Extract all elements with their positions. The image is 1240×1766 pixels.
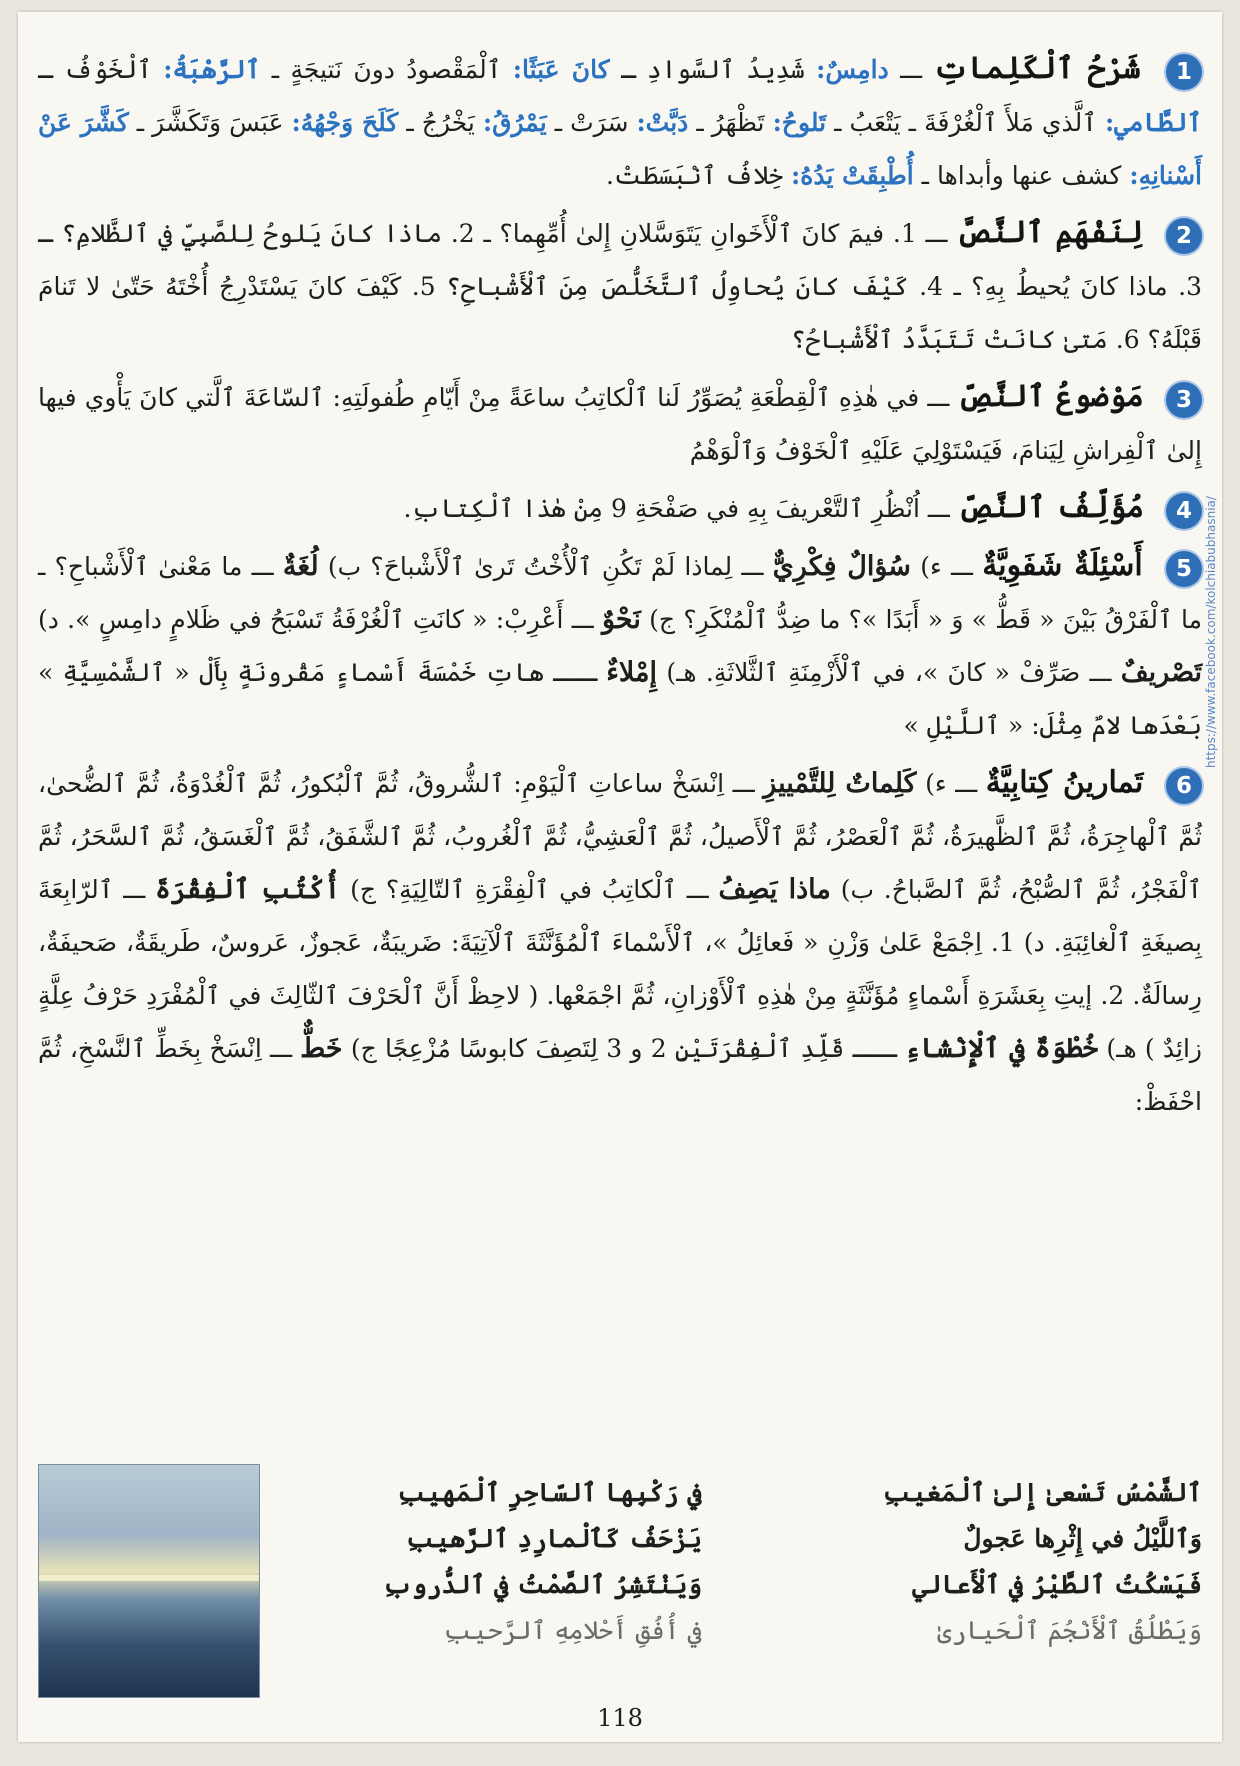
poem-hemistich-left: في أُفُقِ أَحْلامِهِ ٱلرَّحيبِ [443,1616,702,1645]
item-label: خَطٌّ [300,1033,343,1064]
glossary-entry: كَلَحَ وَجْهُهُ: عَبَسَ وَتَكَشَّرَ ـ [128,108,399,137]
section-number-2: 2 [1166,218,1202,254]
section-title: أَسْئِلَةٌ شَفَوِيَّةٌ [982,548,1143,583]
item-mark: هـ) [666,658,697,687]
item-text: هاتِ خَمْسَةَ أَسْماءٍ مَقْرونَةٍ بِأَلْ « ٱلشَّمْسِيَّةِ » بَعْدَها لامٌ مِثْلَ: « ٱللَّيْلِ » [38,658,1202,740]
glossary-entry: كَشَّرَ عَنْ أَسْنانِهِ: كشف عنها وأبداها ـ [38,108,1202,190]
poem-hemistich-left: وَيَنْتَشِرُ ٱلصَّمْتُ في ٱلدُّروبِ [382,1570,702,1599]
section-body: في هٰذِهِ ٱلْقِطْعَةِ يُصَوِّرُ لَنا ٱلْكاتِبُ ساعَةً مِنْ أَيّامِ طُفولَتِهِ: ٱلسّاعَةَ ٱلَّتي كانَ يَأْوي فيها إِلىٰ ٱلْفِراشِ لِيَنامَ، فَيَسْتَوْلِيَ عَلَيْهِ ٱلْخَوْفُ وَٱلْوَهْمُ [38,383,1202,465]
glossary-entry: دامِسٌ: شَدِيدُ ٱلسَّوادِ ـ [609,55,889,84]
list-item: ج) أُكْتُبِ ٱلْفِقْرَةَ ـــ ٱلرّابِعَةَ بِصيغَةِ ٱلْغائِبَةِ. [38,874,1202,957]
dash: ـــ [919,383,950,412]
glossary-definition: ٱلْخَوْفُ [64,55,152,84]
glossary-entry [606,161,914,190]
glossary-term: دامِسٌ: [816,55,889,84]
poem [242,1470,1202,1654]
dash: ـــ [916,219,948,248]
list-item: ج) خَطٌّ ـــ اِنْسَخْ بِخَطِّ ٱلنَّسْخِ، ثُمَّ احْفَظْ: [38,1033,1202,1116]
glossary-entry: يَتْعَبُ ـ [826,108,901,137]
item-mark: ء) [925,769,947,798]
glossary-entry: ٱلرَّهْبَةُ: ٱلْخَوْفُ ـ [38,55,261,84]
item-text: 1. اِجْمَعْ عَلىٰ وَزْنِ « فَعائِلُ »، ٱلْأَسْماءَ ٱلْمُؤَنَّثَةَ ٱلْآتِيَةَ: ضَريبَةٌ، عَجوزٌ، عَروسٌ، طَريقَةٌ، صَحيفَةٌ، رِسالَةٌ. 2. إيتِ بِعَشَرَةِ أَسْماءٍ مُؤَنَّثَةٍ مِنْ هٰذِهِ ٱلْأَوْزانِ، ثُمَّ اجْمَعْها. ( لاحِظْ أَنَّ ٱلْحَرْفَ ٱلثّالِثَ في ٱلْمُفْرَدِ حَرْفُ عِلَّةٍ زائِدٌ ) [38,928,1203,1063]
item-label: سُؤالٌ فِكْرِيٌّ [772,551,911,582]
item-mark: د) [1023,928,1045,957]
section-oral-questions [38,539,1202,752]
glossary-entry: ٱلطَّامي: ٱلَّذي مَلأَ ٱلْغُرْفَةَ ـ [900,108,1203,137]
glossary-term: كَلَحَ وَجْهُهُ: [291,108,399,137]
list-item: ج) نَحْوٌ ـــ أَعْرِبْ: « كانَتِ ٱلْغُرْفَةُ تَسْبَحُ في ظَلامٍ دامِسٍ ». [67,604,676,635]
section-title: مُؤَلِّفُ ٱلنَّصِّ [957,490,1145,525]
poem-verse [242,1470,1202,1516]
poem-verse [242,1516,1202,1562]
glossary-term: كَشَّرَ عَنْ أَسْنانِهِ: [38,108,1202,190]
glossary-definition: تَظْهَرُ [711,108,765,137]
glossary-entry: كانَ عَبَثًا: ٱلْمَقْصودُ دونَ نَتيجَةٍ ـ [260,55,610,84]
section-title: لِنَفْهَمِ ٱلنَّصَّ [956,215,1144,250]
sunset-sea-illustration [38,1464,260,1698]
section-title: شَرْحُ ٱلْكَلِماتِ [933,51,1141,86]
section-number-5: 5 [1166,551,1202,587]
item-text: ٱلْكاتِبُ في ٱلْفِقْرَةِ ٱلتّالِيَةِ؟ [385,875,677,904]
list-item: ب) ماذا يَصِفُ ـــ ٱلْكاتِبُ في ٱلْفِقْرَةِ ٱلتّالِيَةِ؟ [385,874,874,905]
glossary-definition: ٱلَّذي مَلأَ ٱلْغُرْفَةَ [924,108,1097,137]
poem-verse [242,1562,1202,1608]
exercise-list [38,769,1202,1116]
glossary-definition: سَرَتْ [570,108,629,137]
item-label: خُطْوَةٌ في ٱلْإِنْشاءِ [904,1033,1099,1064]
page-number: 118 [597,1704,643,1732]
item-text: ٱلرّابِعَةَ بِصيغَةِ ٱلْغائِبَةِ. [38,875,1202,957]
glossary-term: أُطْبِقَتْ يَدُهُ: [791,161,914,190]
glossary-term: تَلوحُ: [772,108,827,137]
list-item: هـ) خُطْوَةٌ في ٱلْإِنْشاءِ ـــ قَلِّدِ ٱلْفِقْرَتَيْنِ 2 و 3 لِتَصِفَ كابوسًا مُزْعِجًا [385,1033,1137,1064]
glossary-term: ٱلرَّهْبَةُ: [163,55,261,84]
section-title: تَمارينُ كِتابِيَّةٌ [985,765,1144,800]
glossary-term: يَمْرُقُ: [482,108,547,137]
item-mark: ج) [350,875,377,904]
dash: ـــ [946,769,978,798]
item-label: ماذا يَصِفُ [718,874,831,905]
page [18,12,1222,1742]
poem-hemistich-left: في رَكْبِها ٱلسّاحِرِ ٱلْمَهيبِ [397,1478,702,1507]
item-text: ما مَعْنىٰ ٱلْأَشْباحِ؟ ـ ما ٱلْفَرْقُ بَيْنَ « قَطُّ » وَ « أَبَدًا »؟ ما ضِدُّ ٱلْمُنْكَرِ؟ [38,552,1202,634]
item-label: تَصْريفٌ [1120,657,1203,688]
list-item: ء) كَلِماتٌ لِلتَّمْييزِ ـــ اِنْسَخْ ساعاتِ ٱلْيَوْمِ: ٱلشُّروقُ، ثُمَّ ٱلْبُكورُ، ثُمَّ ٱلْغُدْوَةُ، ثُمَّ ٱلضُّحىٰ، ثُمَّ ٱلْهاجِرَةُ، ثُمَّ ٱلظَّهيرَةُ، ثُمَّ ٱلْعَصْرُ، ثُمَّ ٱلْأَصيلُ، ثُمَّ ٱلْعَشِيُّ، ثُمَّ ٱلْغُروبُ، ثُمَّ ٱلشَّفَقُ، ثُمَّ ٱلْغَسَقُ، ثُمَّ ٱلسَّحَرُ، ثُمَّ ٱلْفَجْرُ، ثُمَّ ٱلصُّبْحُ، ثُمَّ ٱلصَّباحُ. [38,768,1202,904]
item-mark: د) [38,605,59,634]
glossary-term: دَبَّتْ: [636,108,689,137]
section-written-exercises [38,756,1202,1128]
list-item: هـ) إِمْلاءٌ ـــ هاتِ خَمْسَةَ أَسْماءٍ مَقْرونَةٍ بِأَلْ « ٱلشَّمْسِيَّةِ » بَعْدَها لامٌ مِثْلَ: « ٱللَّيْلِ » [38,657,1202,740]
section-body: اُنْظُرِ ٱلتَّعْريفَ بِهِ في صَفْحَةِ 9 مِنْ هٰذا ٱلْكِتابِ. [403,494,920,523]
poem-hemistich-left: يَزْحَفُ كَٱلْمارِدِ ٱلرَّهيبِ [406,1524,702,1553]
poem-hemistich-right: ٱلشَّمْسُ تَسْعىٰ إِلىٰ ٱلْمَغيبِ [882,1478,1202,1507]
section-number-1: 1 [1166,54,1202,90]
glossary-entry: يَمْرُقُ: يَخْرُجُ ـ [398,108,547,137]
dash: ـــ [941,552,973,581]
item-text: قَلِّدِ ٱلْفِقْرَتَيْنِ 2 و 3 لِتَصِفَ كابوسًا مُزْعِجًا [385,1034,845,1063]
glossary-definition: يَخْرُجُ [421,108,475,137]
poem-verse [242,1608,1202,1654]
section-author [38,481,1202,535]
poem-hemistich-right: وَيَطْلُقُ ٱلْأَنْجُمَ ٱلْحَيارىٰ [937,1616,1202,1645]
item-text: اِنْسَخْ بِخَطِّ ٱلنَّسْخِ، ثُمَّ احْفَظْ: [38,1034,1202,1116]
poem-hemistich-right: فَيَسْكُتُ ٱلطَّيْرُ في ٱلْأَعالي [912,1570,1202,1599]
section-number-3: 3 [1166,382,1202,418]
item-text: صَرِّفْ « كانَ »، في ٱلْأَزْمِنَةِ ٱلثَّلاثَةِ. [705,658,1081,687]
section-body: 1. فيمَ كانَ ٱلْأَخَوانِ يَتَوَسَّلانِ إِلىٰ أُمِّهِما؟ ـ 2. ماذا كانَ يَلوحُ لِلصَّبِيِّ في ٱلظَّلامِ؟ ـ 3. ماذا كانَ يُحيطُ بِهِ؟ ـ 4. كَيْفَ كانَ يُحاوِلُ ٱلتَّخَلُّصَ مِنَ ٱلْأَشْباحِ؟ 5. كَيْفَ كانَ يَسْتَدْرِجُ أُخْتَهُ حَتّىٰ لا تَنامَ قَبْلَهُ؟ 6. مَتىٰ كانَتْ تَتَبَدَّدُ ٱلْأَشْباحُ؟ [38,219,1203,354]
glossary-definition: يَتْعَبُ [849,108,901,137]
item-mark: هـ) [1106,1034,1137,1063]
glossary-term: ٱلطَّامي: [1104,108,1203,137]
item-mark: ب) [327,552,362,581]
item-mark: ب) [840,875,874,904]
glossary-term: كانَ عَبَثًا: [512,55,610,84]
item-label: أُكْتُبِ ٱلْفِقْرَةَ [155,874,341,905]
section-number-6: 6 [1166,768,1202,804]
glossary-definition: خِلافُ ٱنْبَسَطَتْ. [606,161,784,190]
section-topic [38,370,1202,477]
section-number-4: 4 [1166,493,1202,529]
list-item: د) تَصْريفٌ ـــ صَرِّفْ « كانَ »، في ٱلْأَزْمِنَةِ ٱلثَّلاثَةِ. [38,605,1203,688]
section-title: مَوْضوعُ ٱلنَّصِّ [957,379,1144,414]
watermark-url: https://www.facebook.com/kolchiabubhasnia/ [1204,496,1218,768]
list-item: ء) سُؤالٌ فِكْرِيٌّ ـــ لِماذا لَمْ تَكُنِ ٱلْأُخْتُ تَرىٰ ٱلْأَشْباحَ؟ [370,551,942,582]
item-label: إِمْلاءٌ [606,657,658,688]
item-text: لِماذا لَمْ تَكُنِ ٱلْأُخْتُ تَرىٰ ٱلْأَشْباحَ؟ [370,552,733,581]
item-label: لُغَةٌ [282,551,319,582]
glossary-entry: دَبَّتْ: سَرَتْ ـ [546,108,689,137]
item-label: نَحْوٌ [601,604,641,635]
item-mark: ج) [649,605,676,634]
glossary-definition: كشف عنها وأبداها [936,161,1122,190]
dash: ـــ [888,55,923,84]
glossary-definition: ٱلْمَقْصودُ دونَ نَتيجَةٍ [290,55,502,84]
list-item: ب) لُغَةٌ ـــ ما مَعْنىٰ ٱلْأَشْباحِ؟ ـ ما ٱلْفَرْقُ بَيْنَ « قَطُّ » وَ « أَبَدًا »؟ ما ضِدُّ ٱلْمُنْكَرِ؟ [38,551,1202,634]
item-mark: ج) [350,1034,377,1063]
poem-area [38,1464,1202,1702]
glossary-definition: شَدِيدُ ٱلسَّوادِ [646,55,805,84]
item-label: كَلِماتٌ لِلتَّمْييزِ [763,768,917,799]
item-text: أَعْرِبْ: « كانَتِ ٱلْغُرْفَةُ تَسْبَحُ في ظَلامٍ دامِسٍ ». [67,605,564,634]
poem-hemistich-right: وَٱللَّيْلُ في إِثْرِها عَجولٌ [963,1524,1202,1553]
content [38,42,1202,1132]
section-comprehension [38,206,1202,366]
glossary-entry: تَلوحُ: تَظْهَرُ ـ [688,108,827,137]
section-vocabulary [38,42,1202,202]
glossary-definition: عَبَسَ وَتَكَشَّرَ [152,108,284,137]
item-mark: ء) [920,552,942,581]
item-text: اِنْسَخْ ساعاتِ ٱلْيَوْمِ: ٱلشُّروقُ، ثُمَّ ٱلْبُكورُ، ثُمَّ ٱلْغُدْوَةُ، ثُمَّ ٱلضُّحىٰ، ثُمَّ ٱلْهاجِرَةُ، ثُمَّ ٱلظَّهيرَةُ، ثُمَّ ٱلْعَصْرُ، ثُمَّ ٱلْأَصيلُ، ثُمَّ ٱلْعَشِيُّ، ثُمَّ ٱلْغُروبُ، ثُمَّ ٱلشَّفَقُ، ثُمَّ ٱلْغَسَقُ، ثُمَّ ٱلسَّحَرُ، ثُمَّ ٱلْفَجْرُ، ثُمَّ ٱلصُّبْحُ، ثُمَّ ٱلصَّباحُ. [38,769,1202,904]
dash: ـــ [919,494,950,523]
